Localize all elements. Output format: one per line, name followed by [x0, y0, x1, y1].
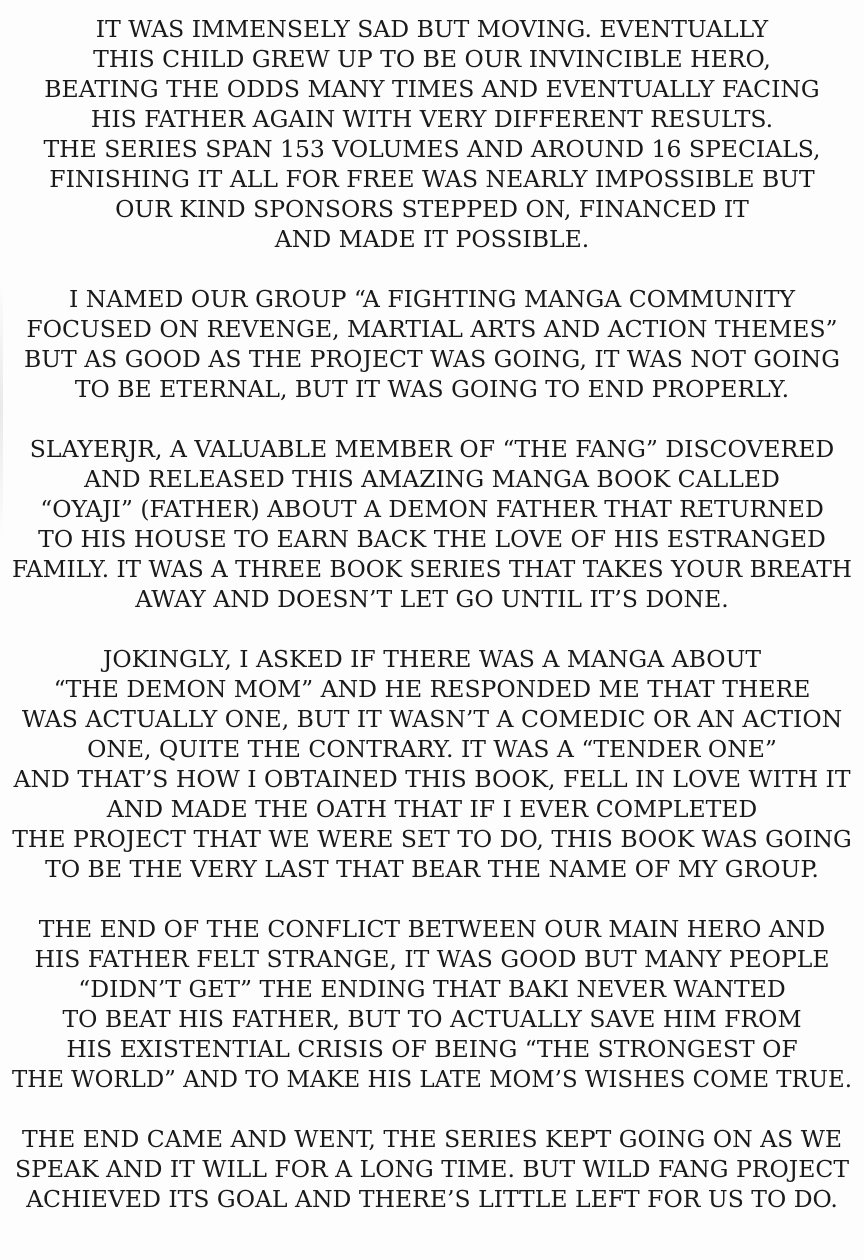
text-line: BUT AS GOOD AS THE PROJECT WAS GOING, IT WAS NOT GOING: [23, 345, 841, 373]
paragraph-6: [0, 1124, 864, 1214]
text-line: TO BE THE VERY LAST THAT BEAR THE NAME OF MY GROUP.: [45, 855, 819, 883]
text-line: THE WORLD” AND TO MAKE HIS LATE MOM’S WISHES COME TRUE.: [12, 1065, 853, 1093]
text-line: THE END OF THE CONFLICT BETWEEN OUR MAIN HERO AND: [38, 915, 826, 943]
text-line: “DIDN’T GET” THE ENDING THAT BAKI NEVER WANTED: [78, 975, 786, 1003]
paragraph-3: [0, 434, 864, 614]
text-line: HIS FATHER FELT STRANGE, IT WAS GOOD BUT MANY PEOPLE: [34, 945, 830, 973]
text-line: TO HIS HOUSE TO EARN BACK THE LOVE OF HIS ESTRANGED: [38, 525, 826, 553]
text-line: AWAY AND DOESN’T LET GO UNTIL IT’S DONE.: [135, 585, 729, 613]
paragraph-2: [0, 284, 864, 404]
text-line: THE PROJECT THAT WE WERE SET TO DO, THIS BOOK WAS GOING: [12, 825, 852, 853]
text-line: TO BEAT HIS FATHER, BUT TO ACTUALLY SAVE HIM FROM: [62, 1005, 802, 1033]
text-line: FAMILY. IT WAS A THREE BOOK SERIES THAT TAKES YOUR BREATH: [12, 555, 853, 583]
text-line: FINISHING IT ALL FOR FREE WAS NEARLY IMPOSSIBLE BUT: [49, 165, 815, 193]
text-line: OUR KIND SPONSORS STEPPED ON, FINANCED IT: [115, 195, 749, 223]
text-line: THIS CHILD GREW UP TO BE OUR INVINCIBLE HERO,: [93, 45, 771, 73]
text-line: FOCUSED ON REVENGE, MARTIAL ARTS AND ACTION THEMES”: [26, 315, 838, 343]
text-line: THE SERIES SPAN 153 VOLUMES AND AROUND 16 SPECIALS,: [43, 135, 821, 163]
text-line: TO BE ETERNAL, BUT IT WAS GOING TO END PROPERLY.: [74, 375, 790, 403]
text-line: JOKINGLY, I ASKED IF THERE WAS A MANGA ABOUT: [102, 645, 762, 673]
text-line: WAS ACTUALLY ONE, BUT IT WASN’T A COMEDIC OR AN ACTION: [21, 705, 843, 733]
text-line: IT WAS IMMENSELY SAD BUT MOVING. EVENTUALLY: [95, 15, 769, 43]
paragraph-1: [0, 14, 864, 254]
text-line: HIS FATHER AGAIN WITH VERY DIFFERENT RESULTS.: [90, 105, 774, 133]
text-line: AND THAT’S HOW I OBTAINED THIS BOOK, FELL IN LOVE WITH IT: [13, 765, 851, 793]
text-line: AND RELEASED THIS AMAZING MANGA BOOK CALLED: [84, 465, 780, 493]
text-line: AND MADE IT POSSIBLE.: [274, 225, 590, 253]
text-line: I NAMED OUR GROUP “A FIGHTING MANGA COMMUNITY: [69, 285, 795, 313]
text-line: “THE DEMON MOM” AND HE RESPONDED ME THAT THERE: [53, 675, 811, 703]
text-line: “OYAJI” (FATHER) ABOUT A DEMON FATHER THAT RETURNED: [40, 495, 824, 523]
text-line: HIS EXISTENTIAL CRISIS OF BEING “THE STRONGEST OF: [66, 1035, 798, 1063]
paragraph-4: [0, 644, 864, 884]
paragraph-5: [0, 914, 864, 1094]
body-text: [0, 14, 864, 1244]
text-line: SPEAK AND IT WILL FOR A LONG TIME. BUT WILD FANG PROJECT: [14, 1155, 850, 1183]
text-line: SLAYERJR, A VALUABLE MEMBER OF “THE FANG” DISCOVERED: [29, 435, 835, 463]
text-line: BEATING THE ODDS MANY TIMES AND EVENTUALLY FACING: [44, 75, 820, 103]
text-line: ACHIEVED ITS GOAL AND THERE’S LITTLE LEFT FOR US TO DO.: [26, 1185, 838, 1213]
text-line: THE END CAME AND WENT, THE SERIES KEPT GOING ON AS WE: [21, 1125, 843, 1153]
text-line: ONE, QUITE THE CONTRARY. IT WAS A “TENDER ONE”: [87, 735, 777, 763]
text-line: AND MADE THE OATH THAT IF I EVER COMPLETED: [106, 795, 758, 823]
